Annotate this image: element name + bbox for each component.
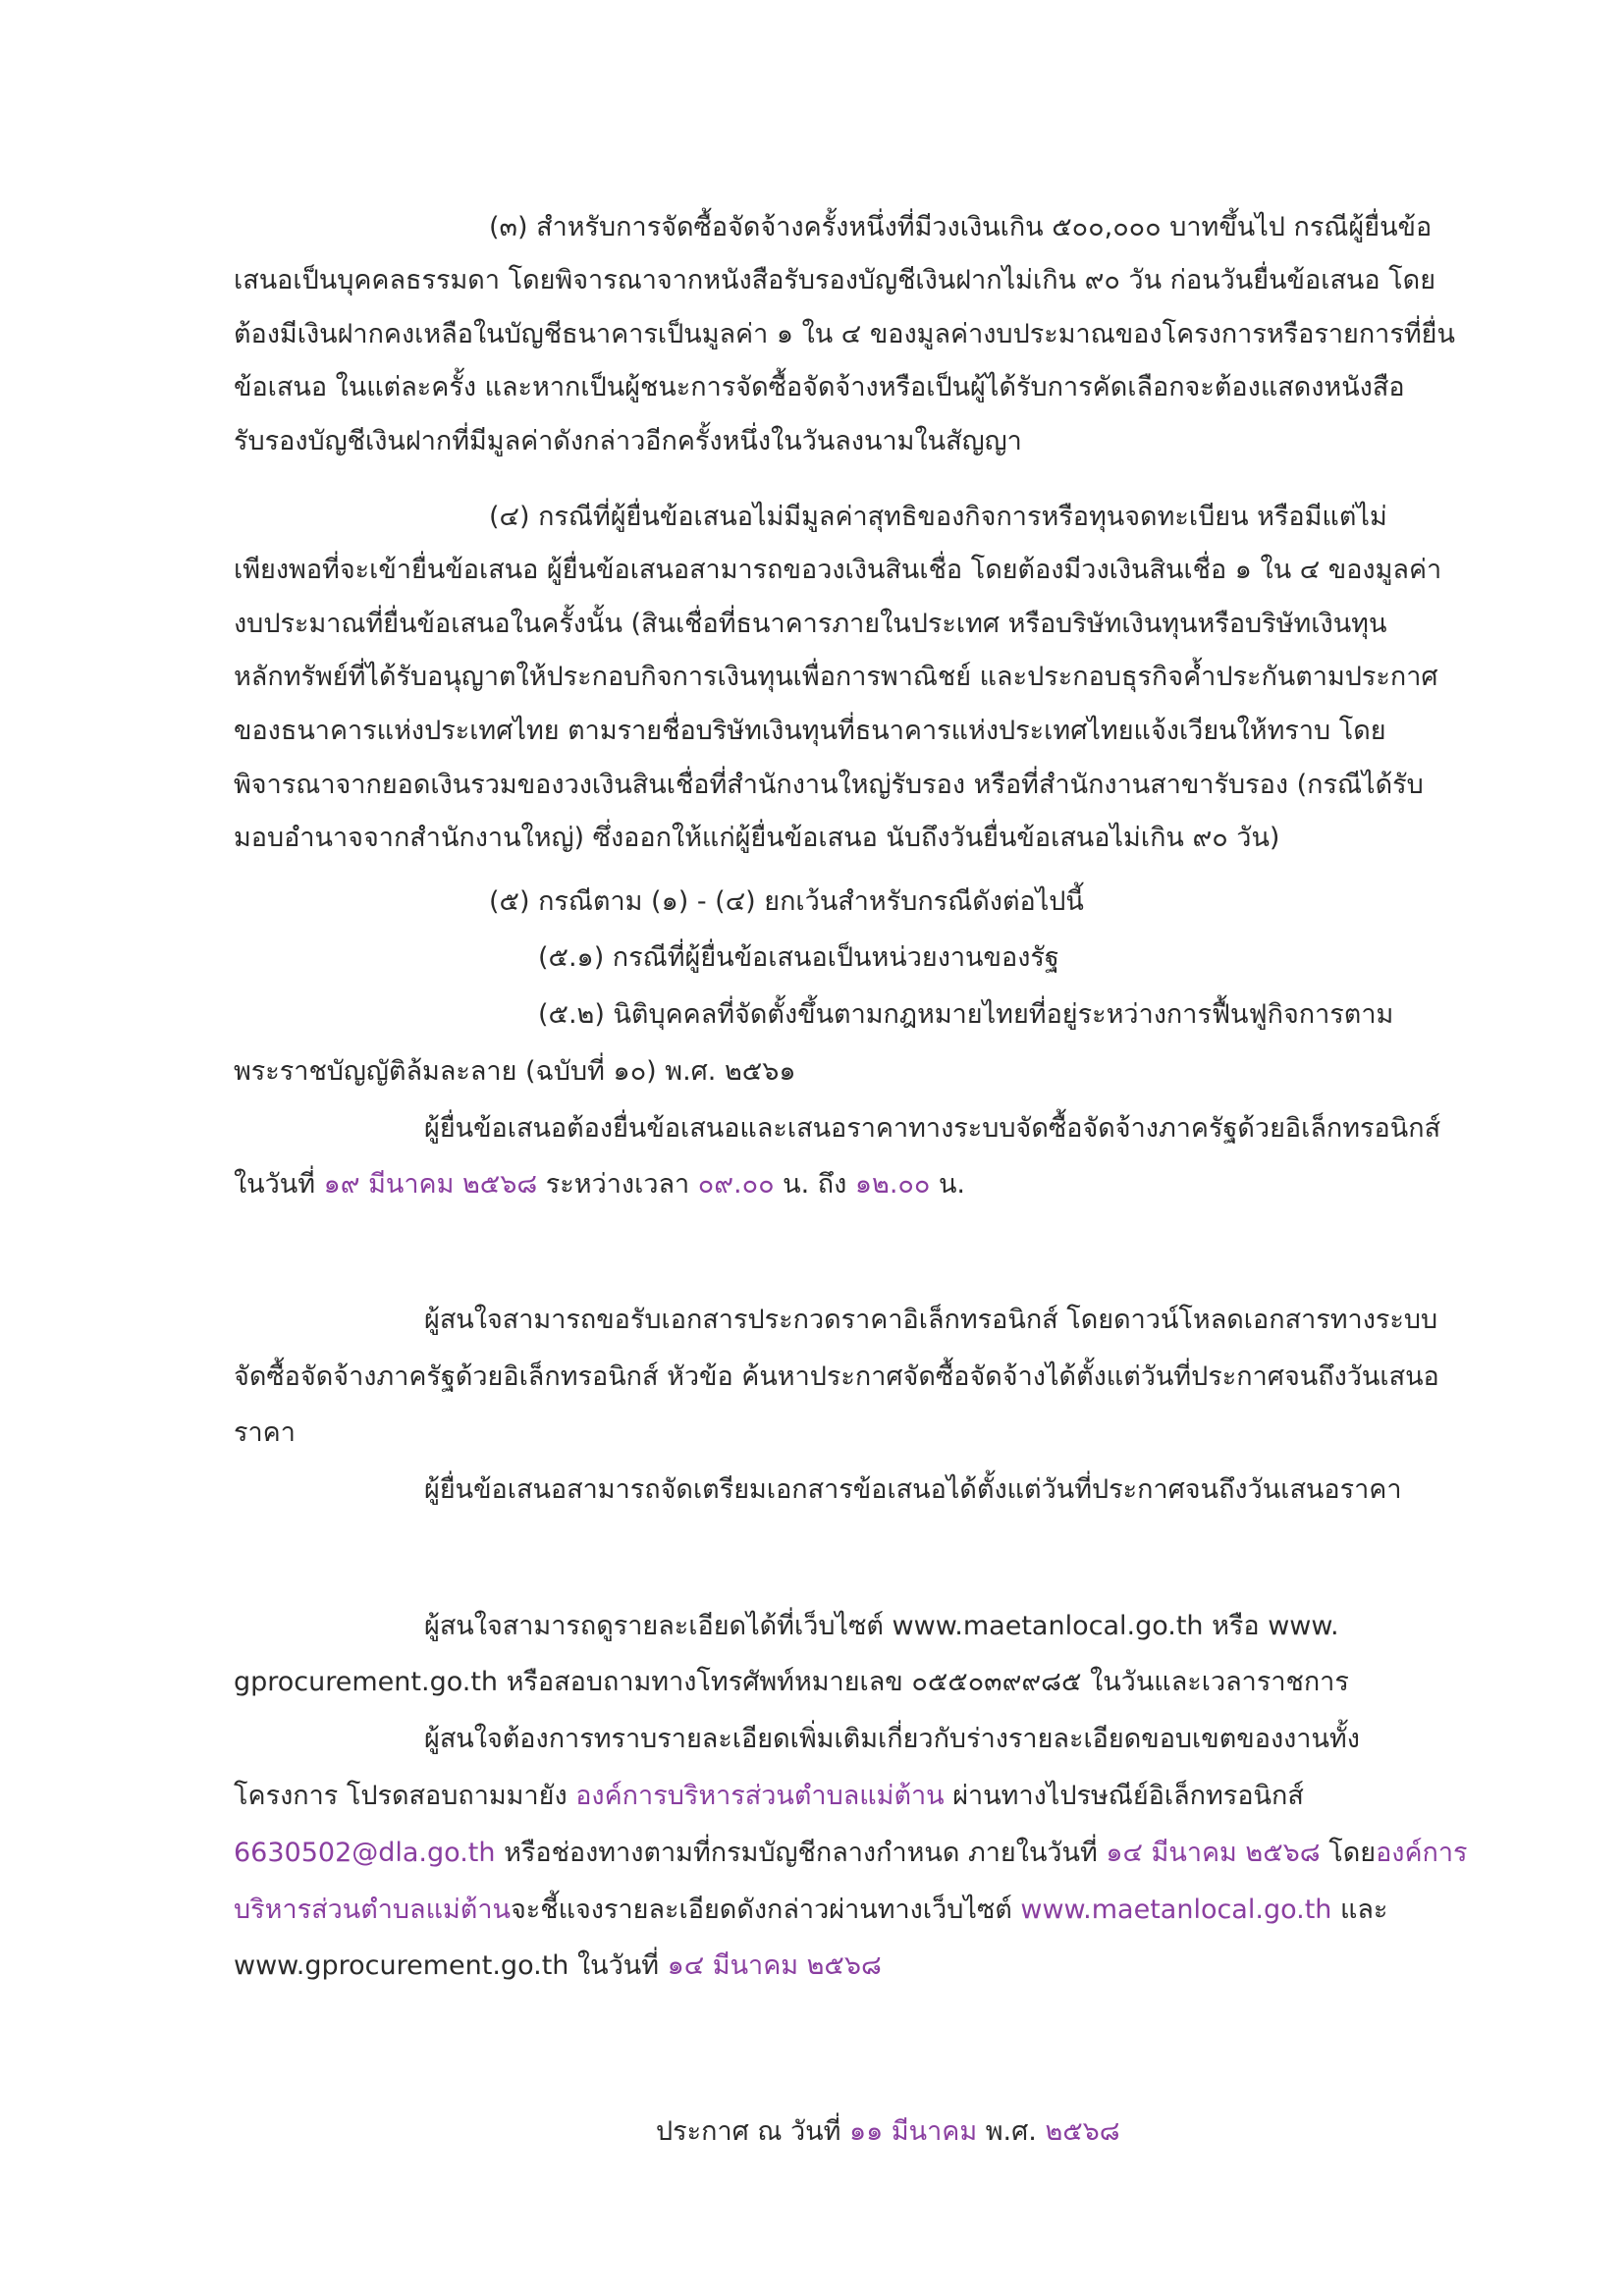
contact-line5: [234, 1830, 1468, 1877]
submit-text-d: น.: [930, 1169, 966, 1200]
submit-date: ๑๙ มีนาคม ๒๕๖๘: [323, 1169, 538, 1200]
announcement-year: ๒๕๖๘: [1045, 2116, 1120, 2147]
para4-line3: งบประมาณที่ยื่นข้อเสนอในครั้งนั้น (สินเชื่อที่ธนาคารภายในประเทศ หรือบริษัทเงินทุนหรือบริษัทเงินทุน: [234, 609, 1387, 639]
contact-text-e: จะชี้แจงรายละเอียดดังกล่าวผ่านทางเว็บไซต์: [510, 1895, 1021, 1925]
docs-line4: ผู้ยื่นข้อเสนอสามารถจัดเตรียมเอกสารข้อเสนอได้ตั้งแต่วันที่ประกาศจนถึงวันเสนอราคา: [424, 1474, 1402, 1505]
contact-text-c: หรือช่องทางตามที่กรมบัญชีกลางกำหนด ภายในวันที่: [495, 1838, 1107, 1868]
submit-line2: [234, 1161, 965, 1208]
docs-line2: จัดซื้อจัดจ้างภาครัฐด้วยอิเล็กทรอนิกส์ หัวข้อ ค้นหาประกาศจัดซื้อจัดจ้างได้ตั้งแต่วันที่ประกาศจนถึงวันเสนอ: [234, 1362, 1439, 1392]
contact-line4: [234, 1773, 1304, 1820]
para3-line3: ต้องมีเงินฝากคงเหลือในบัญชีธนาคารเป็นมูลค่า ๑ ใน ๔ ของมูลค่างบประมาณของโครงการหรือรายการที่ยื่น: [234, 319, 1455, 349]
announcement-date: ๑๑ มีนาคม: [849, 2116, 978, 2147]
submit-line1: ผู้ยื่นข้อเสนอต้องยื่นข้อเสนอและเสนอราคาทางระบบจัดซื้อจัดจ้างภาครัฐด้วยอิเล็กทรอนิกส์: [424, 1113, 1441, 1144]
submit-text-c: น. ถึง: [774, 1169, 855, 1200]
submit-text-a: ในวันที่: [234, 1169, 324, 1200]
contact-line6: [234, 1887, 1387, 1934]
contact-line3: ผู้สนใจต้องการทราบรายละเอียดเพิ่มเติมเกี่ยวกับร่างรายละเอียดขอบเขตของงานทั้ง: [424, 1724, 1360, 1754]
contact-text-a: โครงการ โปรดสอบถามมายัง: [234, 1781, 576, 1811]
para4-line4: หลักทรัพย์ที่ได้รับอนุญาตให้ประกอบกิจการเงินทุนเพื่อการพาณิชย์ และประกอบธุรกิจค้ำประกันตามประกาศ: [234, 662, 1438, 692]
org-name-part2: บริหารส่วนตำบลแม่ต้าน: [234, 1895, 511, 1925]
para4-line7: มอบอำนาจจากสำนักงานใหญ่) ซึ่งออกให้แก่ผู้ยื่นข้อเสนอ นับถึงวันยื่นข้อเสนอไม่เกิน ๙๐ วัน): [234, 823, 1280, 853]
contact-text-g: www.gprocurement.go.th ในวันที่: [234, 1950, 668, 1981]
footer-text-a: ประกาศ ณ วันที่: [656, 2116, 850, 2147]
email-link[interactable]: 6630502@dla.go.th: [234, 1838, 496, 1868]
inquiry-deadline-date: ๑๔ มีนาคม ๒๕๖๘: [1106, 1838, 1321, 1868]
contact-text-f: และ: [1331, 1895, 1388, 1925]
org-name-link[interactable]: องค์การบริหารส่วนตำบลแม่ต้าน: [575, 1781, 945, 1811]
para4-line1: (๔) กรณีที่ผู้ยื่นข้อเสนอไม่มีมูลค่าสุทธิของกิจการหรือทุนจดทะเบียน หรือมีแต่ไม่: [489, 502, 1387, 532]
para4-line2: เพียงพอที่จะเข้ายื่นข้อเสนอ ผู้ยื่นข้อเสนอสามารถขอวงเงินสินเชื่อ โดยต้องมีวงเงินสินเชื่อ ๑ ใน ๔ ของมูลค่า: [234, 555, 1442, 585]
contact-line1: ผู้สนใจสามารถดูรายละเอียดได้ที่เว็บไซต์ www.maetanlocal.go.th หรือ www.: [424, 1611, 1339, 1641]
docs-line1: ผู้สนใจสามารถขอรับเอกสารประกวดราคาอิเล็กทรอนิกส์ โดยดาวน์โหลดเอกสารทางระบบ: [424, 1305, 1438, 1335]
website-link[interactable]: www.maetanlocal.go.th: [1020, 1895, 1332, 1925]
para4-line6: พิจารณาจากยอดเงินรวมของวงเงินสินเชื่อที่สำนักงานใหญ่รับรอง หรือที่สำนักงานสาขารับรอง (กรณีได้รับ: [234, 770, 1424, 800]
submit-time-start: ๐๙.๐๐: [697, 1169, 775, 1200]
para5-item2: (๕.๒) นิติบุคคลที่จัดตั้งขึ้นตามกฎหมายไทยที่อยู่ระหว่างการฟื้นฟูกิจการตาม: [538, 999, 1394, 1030]
contact-line7: [234, 1943, 882, 1990]
org-name-part1: องค์การ: [1376, 1838, 1468, 1868]
para3-line5: รับรองบัญชีเงินฝากที่มีมูลค่าดังกล่าวอีกครั้งหนึ่งในวันลงนามในสัญญา: [234, 426, 1022, 456]
para4-line5: ของธนาคารแห่งประเทศไทย ตามรายชื่อบริษัทเงินทุนที่ธนาคารแห่งประเทศไทยแจ้งเวียนให้ทราบ โดย: [234, 716, 1386, 746]
para3-line4: ข้อเสนอ ในแต่ละครั้ง และหากเป็นผู้ชนะการจัดซื้อจัดจ้างหรือเป็นผู้ได้รับการคัดเลือกจะต้องแสดงหนังสือ: [234, 372, 1405, 402]
docs-line3: ราคา: [234, 1417, 296, 1448]
submit-time-end: ๑๒.๐๐: [854, 1169, 931, 1200]
para5-line4: พระราชบัญญัติล้มละลาย (ฉบับที่ ๑๐) พ.ศ. ๒๕๖๑: [234, 1056, 796, 1087]
para3-line2: เสนอเป็นบุคคลธรรมดา โดยพิจารณาจากหนังสือรับรองบัญชีเงินฝากไม่เกิน ๙๐ วัน ก่อนวันยื่นข้อเสนอ โดย: [234, 265, 1436, 295]
para3-line1: (๓) สำหรับการจัดซื้อจัดจ้างครั้งหนึ่งที่มีวงเงินเกิน ๕๐๐,๐๐๐ บาทขึ้นไป กรณีผู้ยื่นข้อ: [489, 212, 1433, 242]
contact-text-b: ผ่านทางไปรษณีย์อิเล็กทรอนิกส์: [944, 1781, 1304, 1811]
contact-line2: gprocurement.go.th หรือสอบถามทางโทรศัพท์หมายเลข ๐๕๕๐๓๙๙๘๕ ในวันและเวลาราชการ: [234, 1667, 1349, 1697]
contact-text-d: โดย: [1320, 1838, 1377, 1868]
announcement-date-line: [656, 2109, 1120, 2156]
footer-text-b: พ.ศ.: [977, 2116, 1046, 2147]
para5-item1: (๕.๑) กรณีที่ผู้ยื่นข้อเสนอเป็นหน่วยงานของรัฐ: [538, 942, 1059, 973]
submit-text-b: ระหว่างเวลา: [537, 1169, 698, 1200]
clarification-date: ๑๔ มีนาคม ๒๕๖๘: [667, 1950, 882, 1981]
para5-line1: (๕) กรณีตาม (๑) - (๔) ยกเว้นสำหรับกรณีดังต่อไปนี้: [489, 886, 1084, 917]
